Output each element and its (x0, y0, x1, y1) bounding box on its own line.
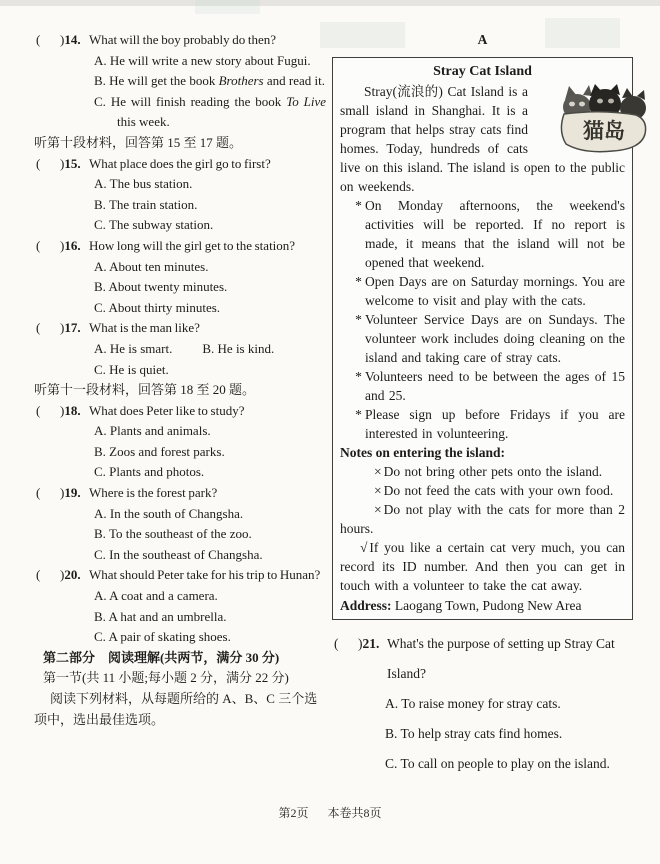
island-note-4 (340, 538, 625, 595)
option-label: B. (94, 526, 109, 542)
passage-intro-text: Stray(流浪的) Cat Island is a small island in Shanghai. It is a program that helps stray cats find homes. Today, hundreds of cats live on this island. The island is open to the public on weekends. (340, 84, 625, 194)
question-21-option-A (332, 689, 633, 719)
option-label: B. (94, 608, 109, 624)
question-number-text: 14. (64, 32, 81, 47)
option-text: Zoos and forest parks. (109, 443, 225, 459)
question-16-option-C (34, 298, 326, 319)
question-stem (34, 565, 326, 586)
question-number-text: 21. (362, 636, 380, 651)
option-label: C. (385, 756, 401, 771)
passage-bullet-2 (340, 272, 625, 310)
question-stem (34, 318, 326, 339)
answer-bracket-close: ) (60, 320, 65, 336)
option-label: B. (202, 340, 218, 356)
question-stem (34, 154, 326, 175)
scan-artifact (0, 0, 660, 6)
option-text: He is smart. (109, 340, 173, 356)
option-label: A. (94, 588, 110, 604)
option-label: C. (94, 93, 111, 109)
question-number-text: 15. (64, 155, 81, 171)
option-label: B. (385, 726, 401, 741)
italic-title-text: Brothers (218, 73, 264, 89)
question-20-option-B (34, 607, 326, 628)
answer-bracket-open: ( (36, 402, 41, 418)
answer-bracket-close: ) (60, 155, 65, 171)
option-text: He is quiet. (109, 361, 169, 377)
question-text: Where is the forest park? (89, 485, 218, 501)
question-stem (34, 30, 326, 51)
answer-bracket-open: ( (36, 485, 41, 501)
answer-bracket-open: ( (334, 636, 339, 651)
question-number (60, 318, 81, 339)
question-18-option-A (34, 421, 326, 442)
option-label: A. (94, 176, 110, 192)
option-text: He will get the book (109, 73, 219, 89)
bullet-marker: * (355, 198, 362, 213)
cat-island-illustration (533, 84, 625, 156)
question-number (60, 236, 81, 257)
option-text: A coat and a camera. (109, 588, 218, 604)
listening-section-10-note: 听第十段材料，回答第 15 至 17 题。 (34, 134, 243, 150)
option-label: C. (94, 629, 109, 645)
option-label: A. (94, 423, 110, 439)
option-text: Plants and photos. (109, 464, 205, 480)
question-stem (332, 629, 633, 689)
passage-bullet-list (340, 196, 625, 443)
option-text: To help stray cats find homes. (400, 726, 563, 741)
option-text: this week. (117, 114, 170, 130)
question-19 (34, 483, 326, 565)
option-text: About thirty minutes. (108, 299, 221, 315)
answer-bracket-close: ) (60, 237, 65, 253)
passage-bullet-1 (340, 196, 625, 272)
question-16 (34, 236, 326, 318)
option-label: B. (94, 279, 109, 295)
answer-bracket-close: ) (60, 402, 65, 418)
question-14 (34, 30, 326, 133)
question-text: What's the purpose of setting up Stray Cat Island? (387, 636, 615, 681)
question-16-option-A (34, 257, 326, 278)
question-number (358, 629, 379, 659)
option-text: A pair of skating shoes. (108, 629, 231, 645)
bullet-text: Open Days are on Saturday mornings. You are welcome to visit and play with the cats. (365, 274, 625, 308)
option-label: B. (94, 196, 109, 212)
question-text: What will the boy probably do then? (89, 32, 277, 47)
answer-bracket-open: ( (36, 320, 41, 336)
option-text: The bus station. (109, 176, 193, 192)
question-number (60, 30, 81, 51)
question-16-option-B (34, 277, 326, 298)
cross-mark: × (374, 502, 382, 517)
option-text: Plants and animals. (109, 423, 211, 439)
page-footer (0, 804, 660, 821)
question-17-option-B (202, 341, 274, 356)
option-label: B. (94, 73, 110, 89)
passage-title: Stray Cat Island (433, 64, 532, 79)
option-label: A. (94, 52, 110, 68)
cat-island-sign-text: 猫岛 (583, 119, 625, 143)
question-15-option-B (34, 195, 326, 216)
question-21-option-C (332, 749, 633, 779)
passage-bullet-4 (340, 367, 625, 405)
italic-title-text: To Live (286, 93, 327, 109)
question-number (60, 483, 81, 504)
note-text: Do not bring other pets onto the island. (383, 464, 603, 479)
option-text: He will write a new story about Fugui. (109, 52, 311, 68)
part2-heading: 第二部分 阅读理解(共两节，满分 30 分) (43, 649, 280, 665)
option-label: C. (94, 299, 109, 315)
option-text: He is kind. (217, 340, 275, 356)
address-label: Address: (340, 598, 392, 613)
question-number-text: 18. (64, 402, 81, 418)
question-number (60, 565, 81, 586)
question-17-option-C (34, 360, 326, 381)
answer-bracket-open: ( (36, 155, 41, 171)
scan-artifact (195, 0, 260, 14)
option-text: He will finish reading the book (110, 93, 287, 109)
part2-instructions: 阅读下列材料，从每题所给的 A、B、C 三个选项中，选出最佳选项。 (34, 691, 318, 727)
option-label: C. (94, 546, 110, 562)
question-stem (34, 401, 326, 422)
island-note-1 (340, 462, 625, 481)
answer-bracket-close: ) (60, 485, 65, 501)
question-17-option-A (94, 341, 172, 356)
question-21 (332, 629, 633, 779)
note-text: Do not feed the cats with your own food. (383, 483, 614, 498)
right-column (332, 26, 633, 779)
bullet-marker: * (355, 407, 362, 422)
option-label: C. (94, 464, 110, 480)
question-17 (34, 318, 326, 380)
answer-bracket-close: ) (60, 567, 65, 583)
answer-bracket-open: ( (36, 567, 41, 583)
bullet-text: On Monday afternoons, the weekend's activities will be reported. If no report is made, it means that the island will not be opened that weekend. (365, 198, 625, 270)
address-line (340, 596, 625, 615)
cross-mark: × (374, 483, 382, 498)
question-18-option-C (34, 462, 326, 483)
question-number-text: 17. (64, 320, 81, 336)
question-stem (34, 483, 326, 504)
passage-notes (340, 462, 625, 595)
option-text: and read it. (263, 73, 325, 89)
left-column (34, 30, 326, 730)
option-label: A. (94, 505, 110, 521)
island-note-2 (340, 481, 625, 500)
question-20-option-C (34, 627, 326, 648)
question-19-option-A (34, 504, 326, 525)
question-21-container (332, 629, 633, 779)
bullet-text: Volunteers need to be between the ages of 15 and 25. (365, 369, 625, 403)
question-number-text: 16. (64, 237, 81, 253)
option-label: A. (94, 340, 110, 356)
question-text: What place does the girl go to first? (89, 155, 271, 171)
question-14-option-B (34, 71, 326, 92)
question-20-option-A (34, 586, 326, 607)
question-number-text: 19. (64, 485, 81, 501)
question-15 (34, 154, 326, 236)
option-label: B. (94, 443, 110, 459)
footer-page-number: 第2页 (278, 806, 309, 820)
option-text: About ten minutes. (109, 258, 209, 274)
question-text: How long will the girl get to the station? (89, 237, 296, 253)
check-mark: √ (360, 540, 368, 555)
bullet-marker: * (355, 369, 362, 384)
question-text: What does Peter like to study? (89, 402, 245, 418)
question-19-option-B (34, 524, 326, 545)
answer-bracket-close: ) (60, 32, 65, 47)
answer-bracket-open: ( (36, 237, 41, 253)
question-15-option-C (34, 215, 326, 236)
cross-mark: × (374, 464, 382, 479)
bullet-marker: * (355, 312, 362, 327)
option-text: About twenty minutes. (108, 279, 228, 295)
option-text: The train station. (108, 196, 198, 212)
note-text: Do not play with the cats for more than 2 hours. (340, 502, 625, 536)
option-text: To call on people to play on the island. (400, 756, 610, 771)
island-note-3 (340, 500, 625, 538)
footer-total-pages: 本卷共8页 (327, 806, 382, 820)
option-text: A hat and an umbrella. (108, 608, 227, 624)
notes-heading: Notes on entering the island: (340, 445, 505, 460)
option-label: C. (94, 361, 110, 377)
question-18 (34, 401, 326, 483)
section-a-heading: A (477, 32, 488, 47)
note-text: If you like a certain cat very much, you can record its ID number. And then you can get in touch with a volunteer to take the cat away. (340, 540, 625, 593)
question-number (60, 401, 81, 422)
answer-bracket-open: ( (36, 32, 41, 47)
option-label: C. (94, 217, 109, 233)
part2-section1-heading: 第一节(共 11 小题;每小题 2 分，满分 22 分) (43, 670, 289, 686)
question-17-options-ab (34, 339, 326, 360)
question-14-option-C (34, 92, 326, 133)
passage-bullet-5 (340, 405, 625, 443)
question-14-option-A (34, 51, 326, 72)
question-20 (34, 565, 326, 647)
question-text: What should Peter take for his trip to Hunan? (89, 567, 321, 583)
option-text: In the south of Changsha. (109, 505, 244, 521)
question-stem (34, 236, 326, 257)
cats-image (557, 84, 649, 156)
option-text: To the southeast of the zoo. (108, 526, 252, 542)
bullet-text: Volunteer Service Days are on Sundays. The volunteer work includes doing cleaning on the island and taking care of stray cats. (365, 312, 625, 365)
question-18-option-B (34, 442, 326, 463)
option-label: A. (385, 696, 402, 711)
passage-box (332, 57, 633, 620)
question-number (60, 154, 81, 175)
option-text: To raise money for stray cats. (401, 696, 561, 711)
question-21-option-B (332, 719, 633, 749)
bullet-text: Please sign up before Fridays if you are interested in volunteering. (365, 407, 625, 441)
question-19-option-C (34, 545, 326, 566)
listening-section-11-note: 听第十一段材料，回答第 18 至 20 题。 (34, 382, 256, 398)
option-label: A. (94, 258, 110, 274)
answer-bracket-close: ) (358, 636, 363, 651)
bullet-marker: * (355, 274, 362, 289)
option-text: In the southeast of Changsha. (109, 546, 263, 562)
passage-intro (340, 82, 625, 196)
question-15-option-A (34, 174, 326, 195)
address-text: Laogang Town, Pudong New Area (394, 598, 582, 613)
question-number-text: 20. (64, 567, 81, 583)
passage-bullet-3 (340, 310, 625, 367)
option-text: The subway station. (108, 217, 214, 233)
question-text: What is the man like? (89, 320, 200, 336)
